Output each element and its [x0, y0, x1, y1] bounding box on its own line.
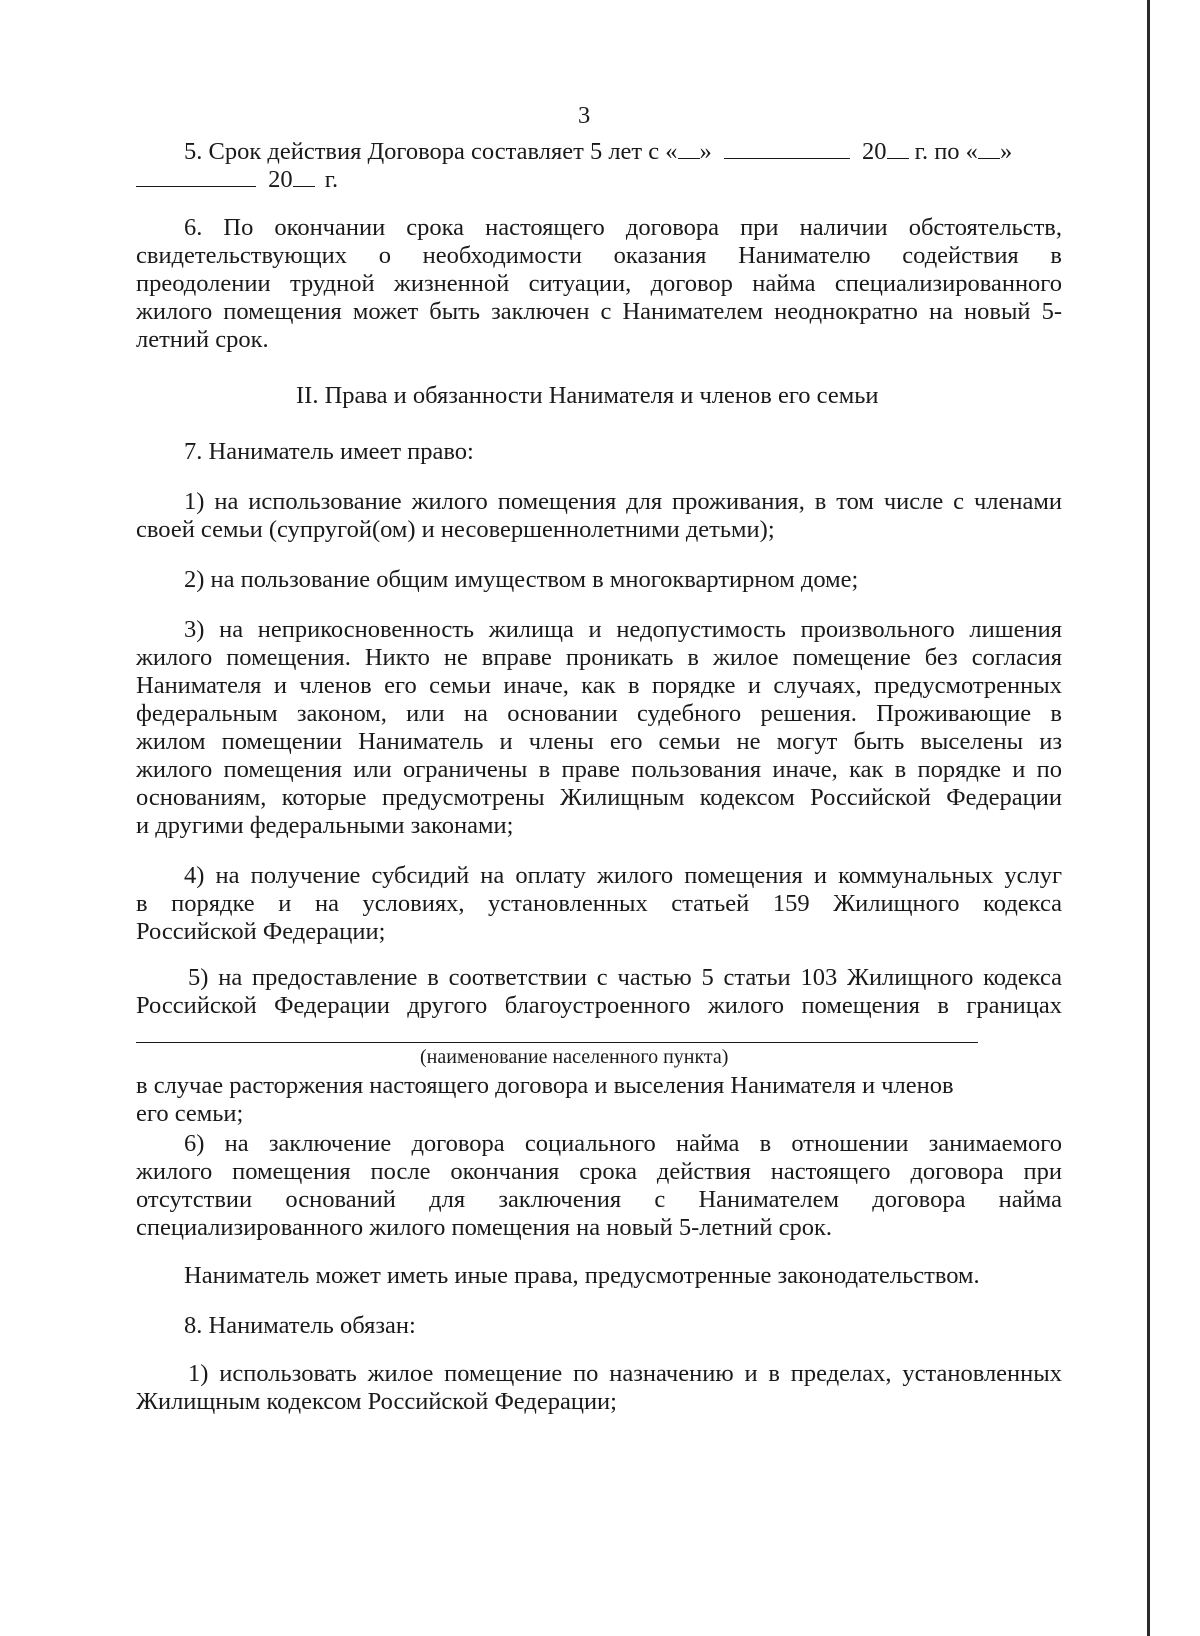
other-rights: Наниматель может иметь иные права, предусмотренные законодательством.	[184, 1262, 980, 1289]
year-blank-2	[293, 166, 315, 187]
clause-7-3-line-2: жилого помещения. Никто не вправе проникать в жилое помещение без согласия	[136, 644, 1062, 671]
clause-6-line-3: преодолении трудной жизненной ситуации, договор найма специализированного	[136, 270, 1062, 297]
page-number: 3	[578, 102, 591, 129]
clause-7-3-line-4: федеральным законом, или на основании судебного решения. Проживающие в	[136, 700, 1062, 727]
clause-8-1-line-2: Жилищным кодексом Российской Федерации;	[136, 1388, 617, 1415]
clause-5-prefix: 5. Срок действия Договора составляет 5 лет с «	[184, 138, 678, 165]
clause-7-3-line-5: жилом помещении Наниматель и члены его семьи не могут быть выселены из	[136, 728, 1062, 755]
clause-7-3-line-1: 3) на неприкосновенность жилища и недопустимость произвольного лишения	[184, 616, 1062, 643]
clause-7-title: 7. Наниматель имеет право:	[184, 438, 474, 465]
clause-7-4-line-2: в порядке и на условиях, установленных статьей 159 Жилищного кодекса	[136, 890, 1062, 917]
clause-7-5-cont-line-2: его семьи;	[136, 1100, 244, 1127]
clause-5-mid: г. по «	[914, 138, 978, 165]
clause-8-1-line-1: 1) использовать жилое помещение по назначению и в пределах, установленных	[188, 1360, 1062, 1387]
clause-7-1-line-2: своей семьи (супругой(ом) и несовершеннолетними детьми);	[136, 516, 775, 543]
clause-7-3-line-6: жилого помещения или ограничены в праве пользования иначе, как в порядке и по	[136, 756, 1062, 783]
clause-5-quote-close-1: »	[699, 138, 712, 165]
clause-6-line-2: свидетельствующих о необходимости оказания Нанимателю содействия в	[136, 242, 1062, 269]
clause-7-6-line-4: специализированного жилого помещения на новый 5-летний срок.	[136, 1214, 832, 1241]
clause-7-5-cont-line-1: в случае расторжения настоящего договора и выселения Нанимателя и членов	[136, 1072, 954, 1099]
clause-7-5-line-2: Российской Федерации другого благоустроенного жилого помещения в границах	[136, 992, 1062, 1019]
scan-edge	[1147, 0, 1150, 1636]
clause-8-title: 8. Наниматель обязан:	[184, 1312, 416, 1339]
clause-7-5-line-1: 5) на предоставление в соответствии с частью 5 статьи 103 Жилищного кодекса	[188, 964, 1062, 991]
clause-7-3-line-8: и другими федеральными законами;	[136, 812, 514, 839]
clause-7-4-line-3: Российской Федерации;	[136, 918, 386, 945]
clause-7-3-line-7: основаниям, которые предусмотрены Жилищным кодексом Российской Федерации	[136, 784, 1062, 811]
clause-5-year-1: 20	[862, 138, 887, 165]
month-blank-1	[724, 138, 850, 159]
clause-7-3-line-3: Нанимателя и членов его семьи иначе, как в порядке и случаях, предусмотренных	[136, 672, 1062, 699]
clause-7-6-line-3: отсутствии оснований для заключения с Нанимателем договора найма	[136, 1186, 1062, 1213]
clause-5-quote-close-2: »	[999, 138, 1013, 165]
clause-7-6-line-1: 6) на заключение договора социального найма в отношении занимаемого	[184, 1130, 1062, 1157]
year-blank-1	[887, 138, 909, 159]
clause-6-line-5: летний срок.	[136, 326, 269, 353]
clause-7-2-line-1: 2) на пользование общим имуществом в многоквартирном доме;	[184, 566, 859, 593]
day-blank-2	[978, 138, 1000, 159]
clause-7-6-line-2: жилого помещения после окончания срока действия настоящего договора при	[136, 1158, 1062, 1185]
clause-5-year-2: 20	[268, 166, 293, 193]
clause-7-4-line-1: 4) на получение субсидий на оплату жилого помещения и коммунальных услуг	[184, 862, 1062, 889]
clause-7-1-line-1: 1) на использование жилого помещения для проживания, в том числе с членами	[184, 488, 1062, 515]
section-heading: II. Права и обязанности Нанимателя и членов его семьи	[296, 382, 879, 409]
month-blank-2	[136, 166, 256, 187]
clause-5-end: г.	[324, 166, 339, 193]
clause-5-line-1	[184, 138, 1012, 166]
clause-6-line-4: жилого помещения может быть заключен с Нанимателем неоднократно на новый 5-	[136, 298, 1062, 325]
day-blank-1	[678, 138, 700, 159]
clause-5-line-2	[136, 166, 338, 194]
locality-fill-line	[136, 1042, 978, 1043]
locality-caption: (наименование населенного пункта)	[420, 1046, 729, 1068]
clause-6-line-1: 6. По окончании срока настоящего договора при наличии обстоятельств,	[184, 214, 1062, 241]
